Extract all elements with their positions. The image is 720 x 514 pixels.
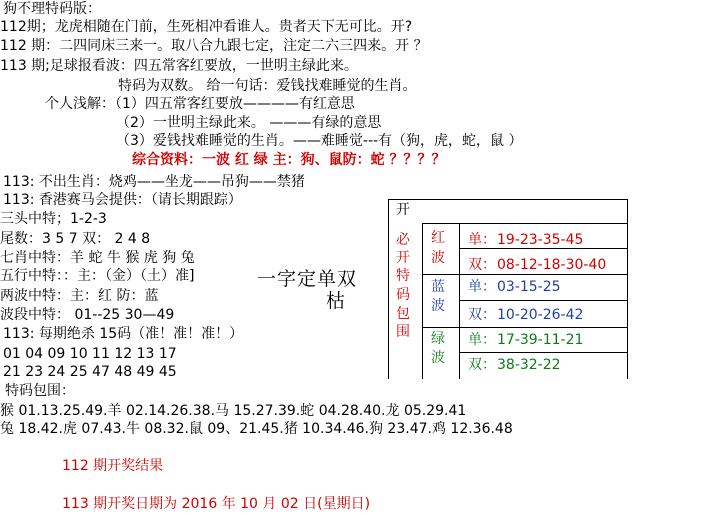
qixiao-line: 七肖中特：羊 蛇 牛 猴 虎 狗 兔 [0,250,195,266]
must-char-6: 围 [396,324,410,340]
blue-wave-char-2: 波 [431,298,445,314]
boduan-line: 波段中特： 01--25 30—49 [0,307,175,323]
wuxing-line: 五行中特：：主：（金）（土）准] [0,268,195,284]
must-char-3: 特 [396,268,410,284]
must-char-1: 必 [396,232,410,248]
blue-single-label: 单： [468,279,496,295]
green-wave-char-1: 绿 [431,331,445,347]
sanshou-line: 三头中特；1-2-3 [0,211,107,227]
special-code-table [388,199,628,379]
red-double-numbers: 08-12-18-30-40 [497,257,607,273]
hk-source: 113: 香港赛马会提供：（请长期跟踪） [3,192,242,208]
red-wave-char-1: 红 [431,230,445,246]
no-out-zodiac: 113: 不出生肖：烧鸡——坐龙——吊狗——禁猪 [3,174,305,190]
red-single-numbers: 19-23-35-45 [497,232,584,248]
kill-numbers-2: 21 23 24 25 47 48 49 45 [3,364,177,380]
liangbo-line: 两波中特：主：红 防：蓝 [0,288,159,304]
blue-single-numbers: 03-15-25 [497,279,561,295]
center-title-line1: 一字定单双 [257,268,358,290]
draw-date-113: 113 期开奖日期为 2016 年 10 月 02 日(星期日) [62,496,371,512]
weishu-line: 尾数：3 5 7 双： 2 4 8 [0,231,151,247]
red-single-label: 单： [468,232,496,248]
green-double-numbers: 38-32-22 [497,357,561,373]
baowei-title: 特码包围： [5,383,75,399]
blue-double-numbers: 10-20-26-42 [497,307,584,323]
green-single-numbers: 17-39-11-21 [497,332,584,348]
line-112-poem: 112期；龙虎相随在门前，生死相冲看谁人。贵者天下无可比。开? [0,19,413,35]
green-single-label: 单： [468,332,496,348]
zodiac-numbers-2: 兔 18.42.虎 07.43.牛 08.32.鼠 09、21.45.猪 10.34.46.狗 23.47.鸡 12.36.48 [0,421,513,437]
blue-double-label: 双： [468,307,496,323]
must-char-2: 开 [396,250,410,266]
red-double-label: 双： [468,257,496,273]
must-char-4: 码 [396,287,410,303]
kill-numbers-1: 01 04 09 10 11 12 13 17 [3,346,177,362]
table-open-label: 开 [396,202,410,218]
red-wave-char-2: 波 [431,250,445,266]
result-112: 112 期开奖结果 [62,458,164,474]
explain-2: （2）一世明主绿此来。 ———有绿的意思 [116,115,382,131]
blue-wave-char-1: 蓝 [431,279,445,295]
line-112-poem-b: 112 期：二四同床三来一。取八合九跟七定，注定二六三四来。开 ？ [0,38,428,54]
green-wave-char-2: 波 [431,350,445,366]
line-113-football: 113 期;足球报看波：四五常客红要放，一世明主绿此来。 [0,58,358,74]
jueshu-line: 113: 每期绝杀 15码（准！准！准！） [3,326,244,342]
explain-3: （3）爱钱找难睡觉的生肖。——难睡觉---有（狗，虎，蛇，鼠 ） [116,133,523,149]
page-header: 狗不理特码版： [3,1,101,17]
must-char-5: 包 [396,306,410,322]
explain-1: 个人浅解：（1）四五常客红要放————有红意思 [45,96,355,112]
green-double-label: 双： [468,357,496,373]
summary-line: 综合资料：一波 红 绿 主：狗、鼠防：蛇 ？？？？ [132,152,446,168]
zodiac-numbers-1: 猴 01.13.25.49.羊 02.14.26.38.马 15.27.39.蛇 04.28.40.龙 05.29.41 [0,403,467,419]
poem-special: 特码为双数。 给一句话：爱钱找难睡觉的生肖。 [118,78,417,94]
center-title-line2: 枯 [326,290,347,312]
